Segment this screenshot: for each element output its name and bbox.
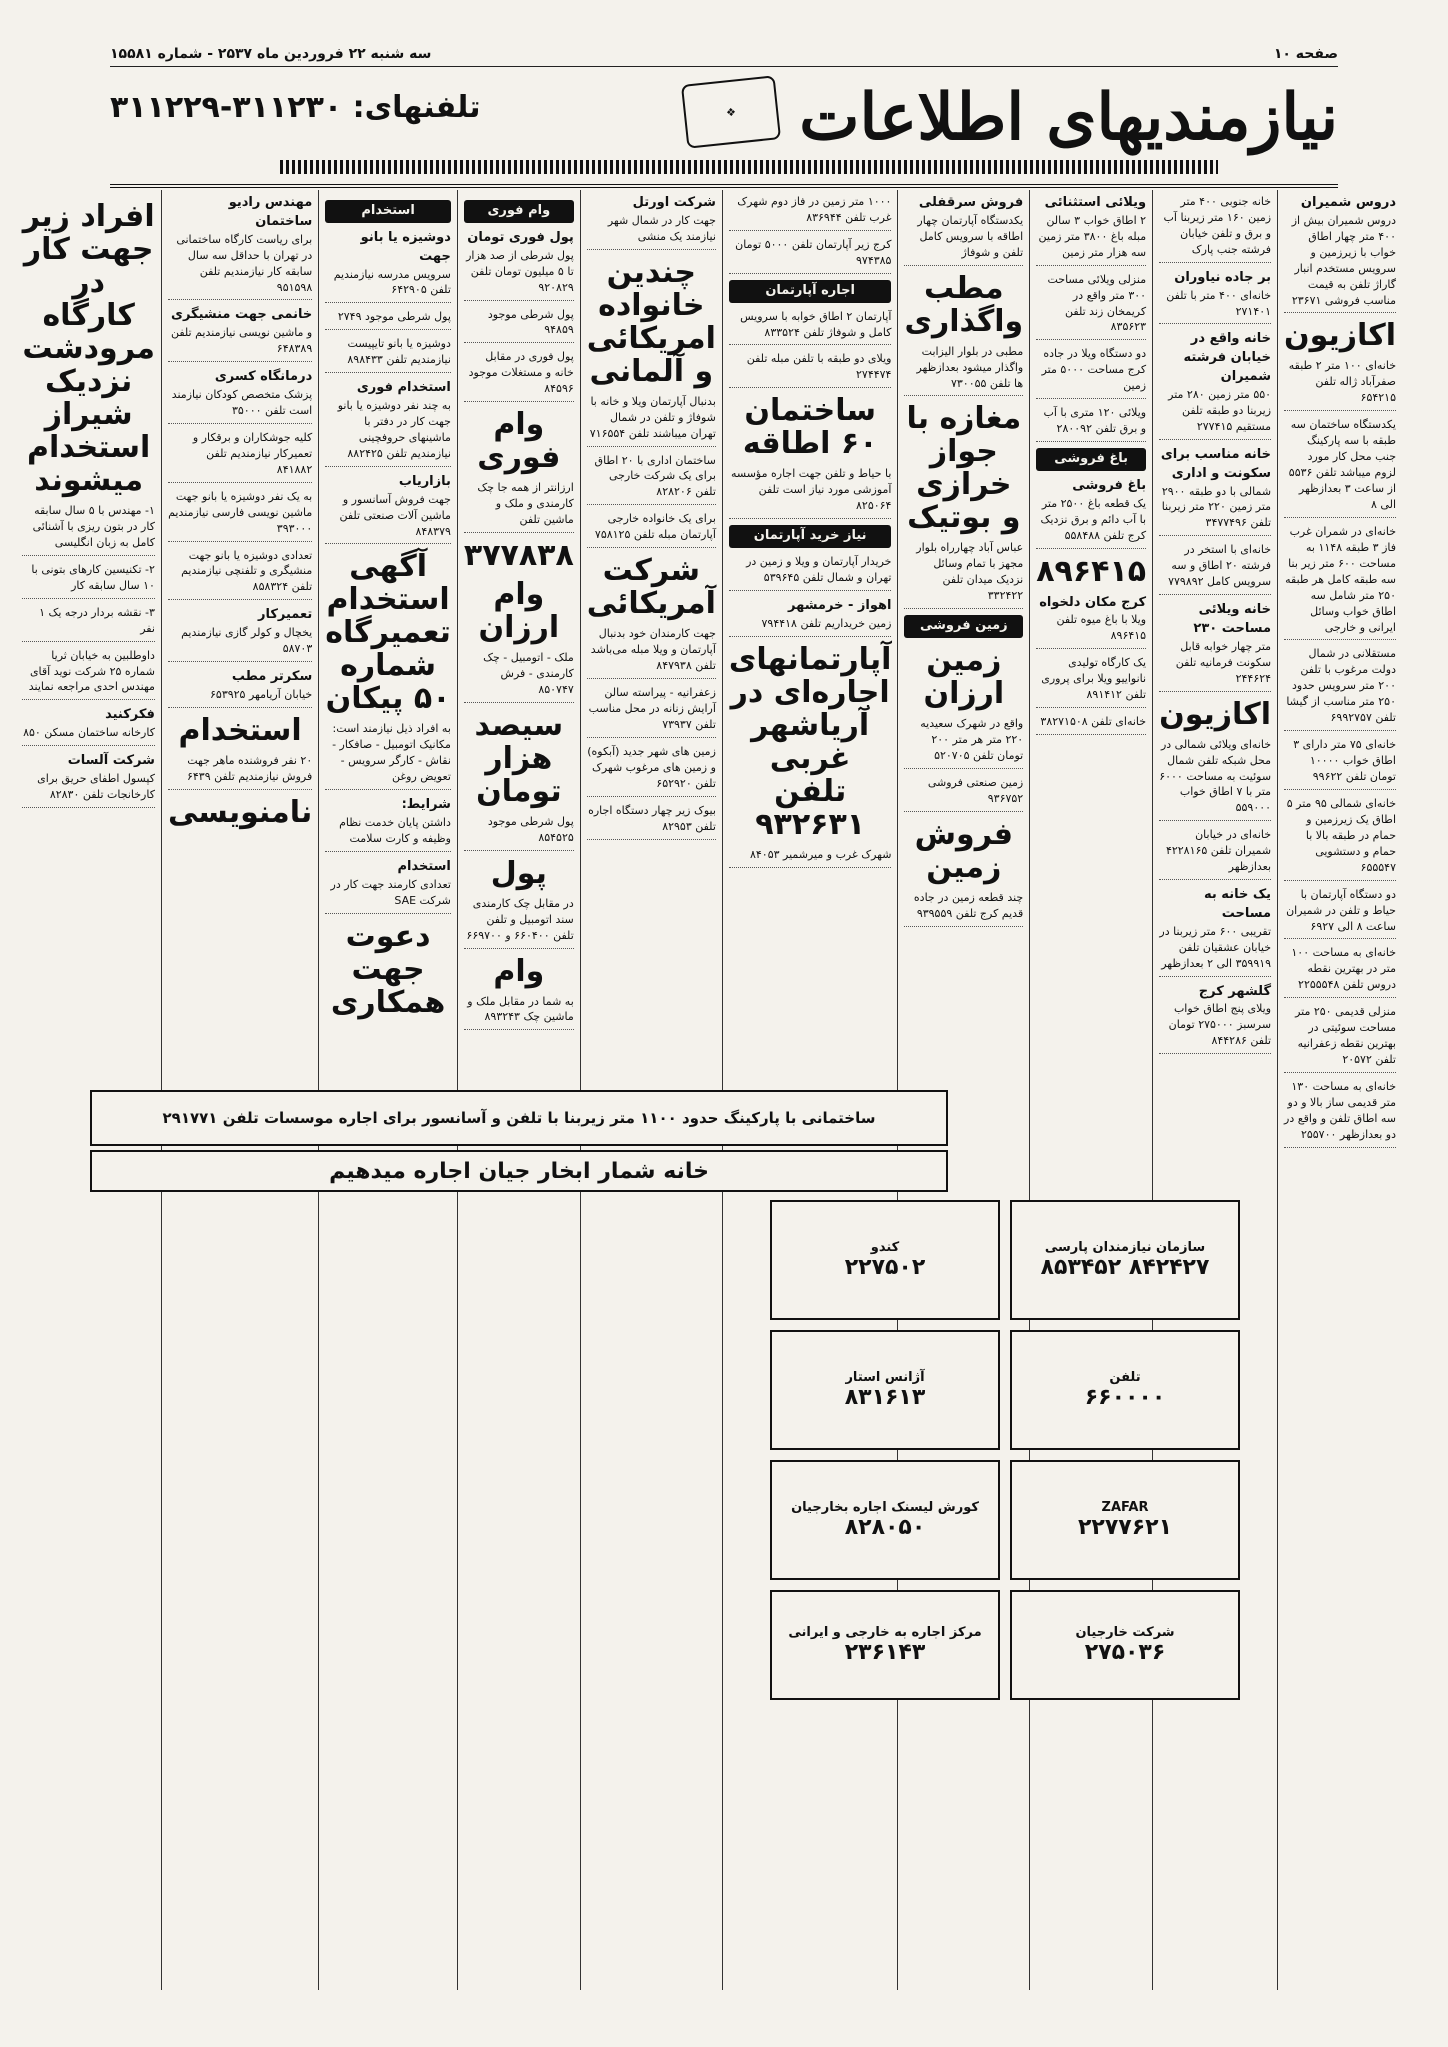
classified-ad — [729, 351, 892, 388]
ad-text: خانه‌ای در شمران غرب فاز ۳ طبقه ۱۱۴۸ به مساحت ۶۰۰ متر زیر بنا سه طبقه کامل هر طبقه ۲۵۰ متر شامل سه اطاق خواب وسائل ایرانی و خارجی — [1285, 524, 1396, 634]
ad-text: ارزانتر از همه جا چک کارمندی و ملک و ماشین تلفن — [477, 481, 574, 527]
ad-title: ویلائی استثنائی — [1044, 195, 1147, 210]
classified-ad — [325, 229, 451, 304]
classified-ad — [729, 847, 892, 868]
ad-title: فروش سرقفلی — [918, 195, 1024, 210]
ad-headline: مطب واگذاری — [904, 270, 1024, 339]
ad-headline: ۸۹۶۴۱۵ — [1036, 553, 1147, 589]
ad-text: خیابان آریامهر ۶۵۳۹۲۵ — [210, 687, 313, 701]
classified-ad — [1159, 886, 1271, 977]
boxed-ad-title: ZAFAR — [1101, 1500, 1149, 1515]
classified-ad — [729, 194, 892, 231]
boxed-ad-title: شرکت خارجیان — [1075, 1625, 1175, 1640]
ad-text: خانه‌ای با استخر در فرشته ۲۰ اطاق و سه سرویس کامل ۷۷۹۸۹۲ — [1168, 543, 1272, 589]
ad-text: یکدستگاه آپارتمان چهار اطاقه با سرویس کامل تلفن و شوفاژ — [917, 213, 1024, 259]
section-heading: زمین فروشی — [904, 615, 1023, 638]
ad-headline: ۳۷۷۸۳۸ — [463, 538, 574, 573]
ad-headline: پول — [490, 855, 547, 891]
ad-title: باغ فروشی — [1072, 477, 1147, 493]
boxed-ad-phone: ۲۳۶۱۴۳ — [844, 1640, 926, 1665]
classified-ad — [325, 379, 451, 467]
building-banner: ساختمانی با پارکینگ حدود ۱۱۰۰ متر زیربنا با تلفن و آسانسور برای اجاره موسسات تلفن ۲۹۱۷۷۱ — [90, 1090, 948, 1146]
ad-text: کپسول اطفای حریق برای کارخانجات تلفن ۸۲۸۳۰ — [37, 772, 155, 801]
ad-headline: زمین ارزان — [923, 643, 1005, 712]
ad-title: دروس شمیران — [1300, 195, 1396, 210]
ad-text: برای یک خانواده خارجی آپارتمان مبله تلفن ۷۵۸۱۲۵ — [594, 512, 716, 542]
classified-ad — [325, 796, 451, 852]
ad-headline: اکازیون — [1284, 318, 1396, 354]
classified-ad — [22, 562, 155, 599]
ad-text: به یک نفر دوشیزه یا بانو جهت ماشین نویسی فارسی نیازمندیم ۳۹۳۰۰۰ — [168, 489, 313, 535]
boxed-ad-title: تلفن — [1109, 1370, 1141, 1385]
ad-title: کرج مکان دلخواه — [1039, 594, 1147, 610]
ad-headline: چندین خانواده امریکائی و آلمانی — [586, 254, 716, 389]
ad-text: تقریبی ۶۰۰ متر زیربنا در خیابان عشقیان تلفن ۳۵۹۹۱۹ الی ۲ بعدازظهر — [1159, 924, 1272, 970]
ad-headline: افراد زیر جهت کار در کارگاه مرودشت نزدیک شیراز استخدام میشوند — [22, 199, 155, 498]
section-heading: باغ فروشی — [1036, 448, 1146, 471]
ad-text: سرویس مدرسه نیازمندیم تلفن ۶۴۲۹۰۵ — [333, 267, 451, 297]
boxed-ad-title: کندو — [870, 1240, 900, 1255]
classified-ad — [464, 650, 574, 703]
ad-title: شرایط: — [401, 797, 451, 813]
boxed-ad-kondor — [770, 1200, 1000, 1320]
ad-text: یکدستگاه ساختمان سه طبقه با سه پارکینگ جنب محل کار مورد لزوم میباشد تلفن ۵۵۳۶ از ساعت ۳ بعدازظهر الی ۸ — [1288, 418, 1396, 511]
classified-ad — [1284, 194, 1396, 313]
classified-ad — [587, 511, 716, 548]
ad-title: استخدام — [397, 858, 451, 874]
ad-text: یخچال و کولر گازی نیازمندیم ۵۸۷۰۳ — [181, 626, 313, 656]
ad-text: به چند نفر دوشیزه یا بانو جهت کار در دفتر با ماشینهای حروفچینی نیازمندیم تلفن ۸۸۲۴۲۵ — [337, 399, 451, 460]
ad-text: پزشک متخصص کودکان نیازمند است تلفن ۳۵۰۰۰ — [171, 388, 313, 417]
ad-text: بدنبال آپارتمان ویلا و خانه با شوفاژ و تلفن در شمال تهران میباشند تلفن ۷۱۶۵۵۴ — [589, 394, 716, 440]
boxed-ad-phone: ۶۶۰۰۰۰ — [1084, 1385, 1166, 1410]
classified-ad — [1284, 646, 1396, 731]
classified-ad — [464, 229, 574, 301]
classified-ad — [325, 473, 451, 545]
classified-ad — [904, 540, 1023, 609]
ad-headline: وام فوری — [477, 407, 561, 476]
classified-ad — [1284, 737, 1396, 790]
classified-ad — [1159, 269, 1271, 325]
classified-ad — [729, 466, 892, 519]
ad-headline: مغازه با جواز خرازی و بوتیک — [906, 401, 1022, 536]
ad-text: پول شرطی موجود ۸۵۴۵۲۵ — [487, 814, 574, 844]
classified-ad — [22, 503, 155, 556]
ad-text: چند قطعه زمین در جاده قدیم کرج تلفن ۹۳۹۵۵۹ — [913, 890, 1024, 920]
ad-text: واقع در شهرک سعیدیه ۲۲۰ متر هر متر ۲۰۰ تومان تلفن ۵۲۰۷۰۵ — [920, 717, 1024, 762]
ad-title: یک خانه به مساحت — [1204, 887, 1272, 921]
ad-text: ۲- تکنیسین کارهای بتونی با ۱۰ سال سابقه کار — [31, 562, 155, 592]
boxed-ad-title: مرکز اجاره به خارجی و ایرانی — [788, 1625, 982, 1640]
classified-ad — [904, 775, 1023, 812]
ad-text: خانه‌ای در خیابان شمیران تلفن ۴۲۲۸۱۶۵ بعدازظهر — [1165, 828, 1272, 874]
ad-text: به شما در مقابل ملک و ماشین چک ۸۹۳۲۴۳ — [467, 994, 574, 1024]
ad-text: ۵۵۰ متر زمین ۲۸۰ متر زیربنا دو طبقه تلفن مستقیم ۲۷۷۴۱۵ — [1168, 388, 1272, 433]
ad-text: خانه‌ای ۱۰۰ متر ۲ طبقه صفرآباد ژاله تلفن ۶۵۴۲۱۵ — [1288, 359, 1396, 405]
boxed-ad-title: آژانس استار — [845, 1370, 925, 1385]
ad-text: عباس آباد چهارراه بلوار مجهز با تمام وسائل نزدیک میدان تلفن ۳۳۲۴۲۲ — [916, 541, 1024, 603]
boxed-ad-phone: ۸۳۱۶۱۳ — [844, 1385, 926, 1410]
classified-ad — [1284, 524, 1396, 641]
ad-title: خانه مناسب برای سکونت و اداری — [1160, 446, 1272, 481]
classified-ad — [1036, 477, 1146, 549]
ad-text: ساختمان اداری با ۲۰ اطاق برای یک شرکت خارجی تلفن ۸۲۸۲۰۶ — [594, 453, 716, 499]
ad-text: ویلای دو طبقه با تلفن مبله تلفن ۲۷۴۴۷۴ — [746, 352, 892, 382]
ad-title: شرکت آلسات — [67, 753, 155, 769]
ad-text: با حیاط و تلفن جهت اجاره مؤسسه آموزشی مورد نیاز است تلفن ۸۲۵۰۶۴ — [731, 467, 892, 513]
ad-headline: آپارتمانهای اجاره‌ای در آریاشهر غربی تلفن ۹۳۲۶۳۱ — [728, 641, 892, 842]
ad-text: تعدادی دوشیزه یا بانو جهت منشیگری و تلفنچی نیازمندیم تلفن ۸۵۸۳۲۴ — [181, 548, 313, 594]
ad-text: زمین صنعتی فروشی ۹۳۶۷۵۲ — [927, 775, 1024, 805]
masthead-title: نیازمندیهای اطلاعات — [799, 80, 1338, 155]
ad-text: دو دستگاه آپارتمان با حیاط و تلفن در شمیران ساعت ۸ الی ۶۹۲۷ — [1286, 887, 1396, 933]
ad-text: جهت کارمندان خود بدنبال آپارتمان و ویلا مبله می‌باشد تلفن ۸۴۷۹۳۸ — [590, 627, 716, 673]
masthead — [110, 74, 1338, 188]
ad-title: اهواز - خرمشهر — [788, 597, 892, 613]
section-heading: وام فوری — [464, 200, 574, 223]
ad-text: منزلی ویلائی مساحت ۳۰۰ متر واقع در کریمخان زند تلفن ۸۳۵۶۲۳ — [1047, 272, 1147, 334]
classified-ad — [168, 368, 312, 424]
ad-headline: اکازیون — [1159, 696, 1272, 732]
boxed-ad-markaz-ejare — [770, 1590, 1000, 1700]
classified-ad — [729, 237, 892, 274]
classified-ad — [1159, 330, 1271, 439]
boxed-ad-title: سازمان نیازمندان پارسی — [1044, 1240, 1206, 1255]
classified-ad — [168, 430, 312, 483]
boxed-ad-title: کورش لیسنک اجاره بخارجیان — [791, 1500, 979, 1515]
classified-ad — [1036, 405, 1146, 442]
ad-title: سکرتر مطب — [231, 669, 313, 685]
classified-ad — [168, 606, 312, 662]
ad-text: بیوک زیر چهار دستگاه اجاره تلفن ۸۲۹۵۳ — [588, 803, 716, 833]
ad-title: استخدام فوری — [356, 380, 451, 396]
ad-title: بازاریاب — [398, 473, 451, 489]
classified-ad — [464, 349, 574, 402]
ad-text: ویلائی ۱۲۰ متری با آب و برق تلفن ۲۸۰۰۹۲ — [1043, 406, 1147, 436]
ad-column-1 — [1277, 190, 1402, 1990]
ad-text: جهت فروش آسانسور و ماشین آلات صنعتی تلفن ۸۴۸۳۷۹ — [339, 492, 451, 538]
ad-text: متر چهار خوابه قابل سکونت فرمانیه تلفن ۲۴۴۶۲۴ — [1175, 639, 1272, 685]
classified-ad — [1284, 417, 1396, 518]
boxed-ad-phone: ۸۴۲۴۲۷ ۸۵۳۴۵۲ — [1040, 1255, 1210, 1280]
ad-title: خانمی جهت منشیگری — [171, 307, 313, 323]
classified-ad — [22, 605, 155, 642]
ad-text: خانه‌ای تلفن ۳۸۲۷۱۵۰۸ — [1040, 715, 1147, 729]
classified-ad — [904, 344, 1023, 397]
ad-text: پول شرطی از صد هزار تا ۵ میلیون تومان تلفن ۹۲۰۸۲۹ — [466, 248, 574, 294]
boxed-ad-niazmandan-parsi — [1010, 1200, 1240, 1320]
ad-text: در مقابل چک کارمندی سند اتومبیل و تلفن تلفن ۶۶۰۴۰۰ و ۶۶۹۷۰۰ — [466, 896, 574, 942]
classified-ad — [325, 336, 451, 373]
ad-text: خانه‌ای شمالی ۹۵ متر ۵ اطاق یک زیرزمین و حمام در طبقه بالا با حمام و دستشویی ۶۵۵۵۴۷ — [1286, 796, 1396, 874]
classified-ad — [729, 597, 892, 637]
ad-text: ۱- مهندس با ۵ سال سابقه کار در بتون ریزی با آشنائی کامل به زبان انگلیسی — [32, 504, 155, 549]
boxed-ad-aria-star — [770, 1330, 1000, 1450]
classified-ad — [1159, 446, 1271, 537]
boxed-ad-company-kharej — [1010, 1590, 1240, 1700]
ad-text: زمین های شهر جدید (آبکوه) و زمین های مرغوب شهرک تلفن ۶۵۲۹۲۰ — [587, 744, 716, 790]
ad-title: تعمیرکار — [257, 607, 313, 623]
ad-text: داشتن پایان خدمت نظام وظیفه و کارت سلامت — [339, 816, 451, 845]
classified-ad — [325, 858, 451, 914]
classified-ad — [587, 453, 716, 506]
ad-title: شرکت اورتل — [632, 195, 716, 210]
issue-line — [110, 46, 1338, 67]
ad-headline: آگهی استخدام تعمیرگاه شماره ۵۰ پیکان — [325, 549, 451, 717]
classified-ad — [1159, 983, 1271, 1055]
ad-text: ۱۰۰۰ متر زمین در فاز دوم شهرک غرب تلفن ۸۳۶۹۴۴ — [737, 195, 892, 224]
ad-text: مستقلانی در شمال دولت مرغوب با تلفن ۲۰۰ متر سرویس حدود ۲۵۰ متر مناسب از گیشا تلفن ۶۹۹۲۷۵۷ — [1286, 647, 1396, 725]
classified-ad — [729, 554, 892, 591]
classified-ad — [168, 668, 312, 708]
classified-ad — [904, 194, 1023, 266]
section-heading: استخدام — [325, 200, 451, 223]
ad-title: پول فوری تومان — [467, 229, 574, 245]
ad-headline: وام ارزان — [478, 577, 560, 645]
masthead-phones: تلفنهای: ۳۱۱۲۳۰-۳۱۱۲۲۹ — [110, 90, 481, 125]
ad-text: خانه جنوبی ۴۰۰ متر زمین ۱۶۰ متر زیربنا آب و برق و تلفن خیابان فرشته جنب پارک — [1163, 195, 1272, 256]
ad-text: شمالی با دو طبقه ۲۹۰۰ متر زمین ۲۲۰ متر زیربنا تلفن ۳۴۷۷۴۹۶ — [1161, 484, 1272, 530]
classified-ad — [168, 194, 312, 300]
classified-ad — [325, 721, 451, 790]
classified-ad — [587, 685, 716, 738]
ad-text: برای ریاست کارگاه ساختمانی در تهران با حداقل سه سال سابقه کار نیازمندیم تلفن ۹۵۱۵۹۸ — [176, 232, 313, 294]
ad-text: مطبی در بلوار الیزابت واگذار میشود بعدازظهر ها تلفن ۷۳۰۰۵۵ — [916, 344, 1024, 390]
ad-text: ۲۰ نفر فروشنده ماهر جهت فروش نیازمندیم تلفن ۶۴۳۹ — [186, 753, 313, 783]
classified-ad — [1159, 542, 1271, 595]
ad-text: جهت کار در شمال شهر نیازمند یک منشی — [607, 213, 716, 243]
ad-text: کارخانه ساختمان مسکن ۸۵۰ — [23, 726, 155, 740]
classified-ad — [904, 716, 1023, 769]
ad-title: خانه ویلائی مساحت ۲۳۰ — [1193, 602, 1272, 636]
ad-text: داوطلبین به خیابان ثریا شماره ۲۵ شرکت نوید آقای مهندس احدی مراجعه نمایند — [28, 648, 155, 694]
classified-ad — [1036, 594, 1146, 650]
classified-ad — [464, 814, 574, 851]
boxed-ad-phone: ۸۲۸۰۵۰ — [844, 1515, 926, 1540]
ad-text: زعفرانیه - پیراسته سالن آرایش زنانه در محل مناسب تلفن ۷۳۹۳۷ — [588, 686, 716, 731]
boxed-ad-phone-660000 — [1010, 1330, 1240, 1450]
ad-text: کلیه جوشکاران و برقکار و تعمیرکار نیازمندیم تلفن ۸۴۱۸۸۲ — [192, 430, 313, 476]
classified-ad — [1159, 827, 1271, 880]
classified-ad — [1284, 945, 1396, 998]
ad-headline: سیصد هزار تومان — [474, 707, 564, 809]
ad-text: و ماشین نویسی نیازمندیم تلفن ۶۴۸۳۸۹ — [170, 326, 313, 356]
ad-text: شهرک غرب و میرشمیر ۸۴۰۵۳ — [749, 847, 892, 861]
ad-headline: وام — [493, 953, 545, 989]
classified-ad — [904, 890, 1023, 927]
ad-text: خانه‌ای ۷۵ متر دارای ۳ اطاق خواب ۱۰۰۰۰ تومان تلفن ۹۹۶۲۲ — [1293, 738, 1396, 784]
ad-headline: ساختمان ۶۰ اطاقه — [742, 393, 878, 462]
boxed-ad-lisenk — [770, 1460, 1000, 1580]
ad-title: فکرکنید — [105, 707, 155, 723]
section-heading: نیاز خرید آپارتمان — [729, 525, 892, 548]
classified-ad — [1159, 601, 1271, 692]
classified-ad — [22, 706, 155, 746]
classified-ad — [587, 626, 716, 679]
classified-ad — [1159, 194, 1271, 263]
classified-ad — [22, 648, 155, 701]
classified-ad — [729, 309, 892, 346]
ad-text: خانه‌ای ویلائی شمالی در محل شبکه تلفن شمال سوئیت به مساحت ۶۰۰۰ متر با ۷ اطاق خواب ۵۵۹۰۰۰ — [1159, 737, 1272, 815]
ad-text: دروس شمیران بیش از ۴۰۰ متر چهار اطاق خواب با زیرزمین و سرویس مستخدم انبار گاراژ تلفن به قیمت مناسب فروشی ۲۳۶۷۱ — [1291, 213, 1396, 307]
ad-text: یک قطعه باغ ۲۵۰۰ متر با آب دائم و برق نزدیک کرج تلفن ۵۵۸۴۸۸ — [1040, 496, 1147, 542]
classified-ad — [1284, 796, 1396, 881]
boxed-ad-zafar — [1010, 1460, 1240, 1580]
ad-text: ملک - اتومبیل - چک کارمندی - فرش ۸۵۰۷۴۷ — [483, 651, 574, 696]
ad-text: پول شرطی موجود ۹۴۸۵۹ — [487, 307, 574, 337]
boxed-ad-phone: ۲۷۵۰۳۶ — [1084, 1640, 1166, 1665]
classified-ad — [464, 480, 574, 533]
classified-ad — [1284, 887, 1396, 940]
ad-headline: شرکت آمریکائی — [586, 553, 716, 622]
classified-ad — [168, 548, 312, 601]
ad-text: ۲ اطاق خواب ۳ سالن مبله باغ ۳۸۰۰ متر زمین سه هزار متر زمین — [1038, 213, 1147, 259]
classified-ad — [1036, 194, 1146, 266]
ad-text: دوشیزه یا بانو تایپیست نیازمندیم تلفن ۸۹۸۴۳۳ — [347, 337, 451, 367]
ad-text: خانه‌ای ۴۰۰ متر با تلفن ۲۷۱۴۰۱ — [1166, 288, 1272, 318]
ad-text: ۳- نقشه بردار درجه یک ۱ نفر — [39, 605, 155, 635]
classified-ad — [464, 307, 574, 344]
page-number: صفحه ۱۰ — [1273, 46, 1338, 62]
ad-text: کرج زیر آپارتمان تلفن ۵۰۰۰ تومان ۹۷۴۳۸۵ — [735, 237, 892, 267]
ad-headline: نامنویسی — [167, 794, 313, 830]
ad-text: ویلا با باغ میوه تلفن ۸۹۶۴۱۵ — [1056, 613, 1147, 643]
classified-ad — [1036, 346, 1146, 399]
ad-text: پول شرطی موجود ۲۷۴۹ — [337, 310, 451, 324]
classified-ad — [1159, 737, 1271, 822]
issue-date: سه شنبه ۲۲ فروردین ماه ۲۵۳۷ - شماره ۱۵۵۸۱ — [110, 46, 432, 62]
classified-ad — [168, 489, 312, 542]
classified-ad — [168, 306, 312, 362]
masthead-seal-icon: ❖ — [681, 75, 781, 148]
ad-title: مهندس رادیو ساختمان — [228, 195, 313, 229]
ad-headline: استخدام — [178, 712, 302, 748]
main-banner: خانه شمار ابخار جیان اجاره میدهیم — [90, 1150, 948, 1192]
ad-text: پول فوری در مقابل خانه و مستغلات موجود ۸۴۵۹۶ — [468, 350, 574, 396]
classified-ad — [587, 394, 716, 447]
classified-ad — [1284, 358, 1396, 411]
classified-ad — [1036, 655, 1146, 708]
ad-text: آپارتمان ۲ اطاق خوابه با سرویس کامل و شوفاژ تلفن ۸۳۳۵۲۴ — [740, 309, 892, 339]
classified-ad — [168, 753, 312, 790]
ad-headline: دعوت جهت همکاری — [330, 918, 446, 1020]
ad-title: گلشهر کرج — [1198, 983, 1272, 999]
classified-ad — [1284, 1079, 1396, 1148]
ad-title: درمانگاه کسری — [214, 369, 313, 385]
ad-text: خانه‌ای به مساحت ۱۰۰ متر در بهترین نقطه دروس تلفن ۲۲۵۵۵۴۸ — [1291, 946, 1396, 992]
boxed-ad-phone: ۲۲۷۵۰۲ — [844, 1255, 926, 1280]
classified-ad — [587, 744, 716, 797]
boxed-ad-phone: ۲۲۷۷۶۲۱ — [1078, 1515, 1172, 1540]
classified-ad — [464, 994, 574, 1031]
classified-ad — [1036, 714, 1146, 735]
ad-text: خریدار آپارتمان و ویلا و زمین در تهران و شمال تلفن ۵۳۹۶۴۵ — [746, 555, 892, 584]
ad-text: ویلای پنج اطاق خواب سرسبز ۲۷۵۰۰۰ تومان تلفن ۸۴۴۲۸۶ — [1168, 1002, 1272, 1048]
ad-column-3 — [1029, 190, 1152, 1990]
ad-text: منزلی قدیمی ۲۵۰ متر مساحت سوئیتی در بهترین نقطه زعفرانیه تلفن ۲۰۵۷۲ — [1295, 1005, 1396, 1067]
classified-ad — [325, 309, 451, 330]
classified-ad — [587, 194, 716, 250]
classified-ad — [1284, 1004, 1396, 1073]
section-heading: اجاره آپارتمان — [729, 280, 892, 303]
classified-ad — [587, 803, 716, 840]
ad-text: به افراد ذیل نیازمند است: مکانیک اتومبیل - صافکار - نقاش - کارگر سرویس - تعویض روغن — [332, 722, 451, 784]
classified-ad — [22, 752, 155, 808]
ad-text: خانه‌ای به مساحت ۱۳۰ متر قدیمی ساز بالا و دو سه اطاق تلفن و واقع در دو بعدازظهر ۲۵۵۷۰۰ — [1284, 1080, 1396, 1141]
classified-ad — [464, 896, 574, 949]
classified-ad — [1036, 272, 1146, 341]
ad-column-2 — [1152, 190, 1277, 1990]
ad-title: دوشیزه یا بانو جهت — [360, 229, 451, 264]
ad-title: بر جاده نیاوران — [1174, 269, 1272, 285]
ad-text: دو دستگاه ویلا در جاده کرج مساحت ۵۰۰۰ متر زمین — [1041, 347, 1147, 393]
ad-text: یک کارگاه تولیدی نانواییو ویلا برای پروری تلفن ۸۹۱۴۱۲ — [1041, 656, 1147, 702]
masthead-decor — [280, 160, 1218, 174]
ad-headline: فروش زمین — [914, 816, 1014, 885]
ad-text: زمین خریداریم تلفن ۷۹۴۴۱۸ — [761, 616, 892, 630]
ad-text: تعدادی کارمند جهت کار در شرکت SAE — [330, 877, 451, 907]
ad-title: خانه واقع در خیابان فرشته شمیران — [1183, 331, 1272, 385]
